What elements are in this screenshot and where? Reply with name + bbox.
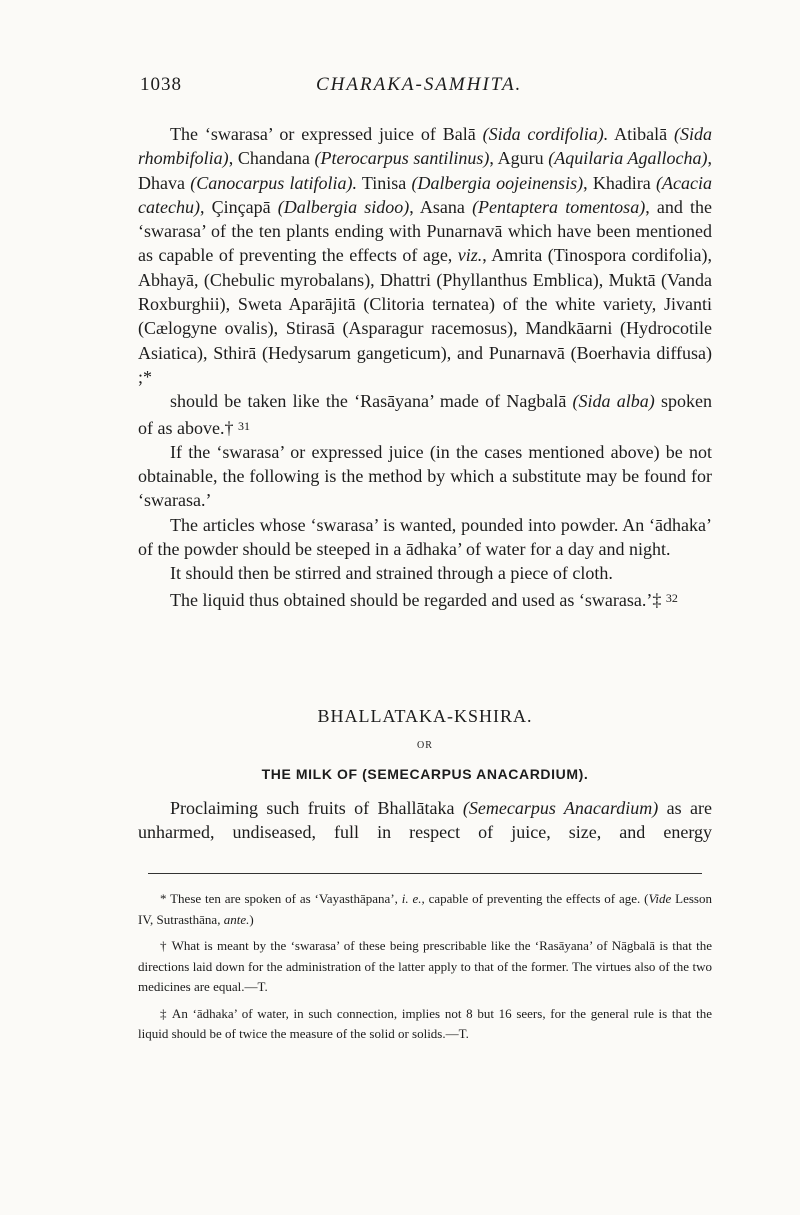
section-or: OR (417, 740, 433, 751)
verse-number: 31 (237, 418, 250, 433)
footnote-vayasthapana: * These ten are spoken of as ‘Vayasthāpana’, i. e., capable of preventing the effects of age. (Vide Lesson IV, Sutrasthāna, ante.) (138, 891, 712, 927)
running-title: CHARAKA-SAMHITA. (316, 74, 523, 95)
paragraph-powder: The articles whose ‘swarasa’ is wanted, pounded into powder. An ‘ādhaka’ of the powder should be steeped in a ādhaka’ of water for a day and night. (138, 514, 712, 560)
paragraph-nagbala: should be taken like the ‘Rasāyana’ made of Nagbalā (Sida alba) spoken of as above.† $^{31}$ (138, 391, 712, 438)
section-title: BHALLATAKA-KSHIRA. (317, 706, 533, 726)
footnote-rasayana: † What is meant by the ‘swarasa’ of these being prescribable like the ‘Rasāyana’ of Nāgbalā is that the directions laid down for the administration of the latter apply to that of the former. The virtues also of the two medicines are equal.—T. (138, 938, 712, 994)
page-number: 1038 (140, 74, 182, 95)
main-text (138, 122, 712, 612)
paragraph-bhallataka: Proclaiming such fruits of Bhallātaka (Semecarpus Anacardium) as are unharmed, undiseased, full in respect of juice, size, and energy (138, 798, 712, 843)
footnote-divider (148, 873, 702, 874)
verse-number: 32 (665, 590, 678, 605)
footnotes (138, 889, 712, 1051)
paragraph-substitute: If the ‘swarasa’ or expressed juice (in the cases mentioned above) be not obtainable, the following is the method by which a substitute may be found for ‘swarasa.’ (138, 441, 712, 511)
section-text (138, 796, 712, 845)
section-subtitle: THE MILK OF (SEMECARPUS ANACARDIUM). (261, 766, 589, 782)
footnote-adhaka: ‡ An ‘ādhaka’ of water, in such connection, implies not 8 but 16 seers, for the general rule is that the liquid should be of twice the measure of the solid or solids.—T. (138, 1005, 712, 1041)
paragraph-swarasa-plants: The ‘swarasa’ or expressed juice of Balā (Sida cordifolia). Atibalā (Sida rhombifolia), Chandana (Pterocarpus santilinus), Aguru (Aquilaria Agallocha), Dhava (Canocarpus latifolia). Tinisa (Dalbergia oojeinensis), Khadira (Acacia catechu), Çinçapā (Dalbergia sidoo), Asana (Pentaptera tomentosa), and the ‘swarasa’ of the ten plants ending with Punarnavā which have been mentioned as capable of preventing the effects of age, viz., Amrita (Tinospora cordifolia), Abhayā, (Chebulic myrobalans), Dhattri (Phyllanthus Emblica), Muktā (Vanda Roxburghii), Sweta Aparājitā (Clitoria ternatea) of the white variety, Jivanti (Cælogyne ovalis), Stirasā (Asparagur racemosus), Mandkāarni (Hydrocotile Asiatica), Sthirā (Hedysarum gangeticum), and Punarnavā (Boerhavia diffusa) ;* (138, 124, 713, 387)
paragraph-strain: It should then be stirred and strained through a piece of cloth. (170, 563, 613, 584)
running-head (140, 74, 700, 104)
paragraph-liquid: The liquid thus obtained should be regarded and used as ‘swarasa.’‡ $^{32}$ (170, 589, 678, 610)
